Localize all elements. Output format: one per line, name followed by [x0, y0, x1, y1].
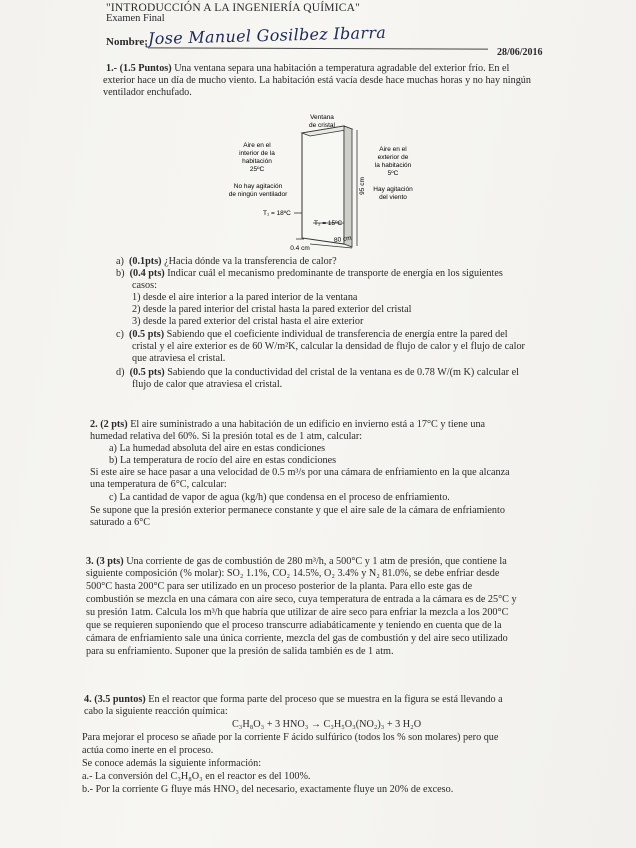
q1-item-d-line-2: flujo de calor que atraviesa el cristal. — [132, 379, 283, 390]
q4-reaction-equation: C₃H₈O₃ + 3 HNO₃ → C₃H₅O₃(NO₂)₃ + 3 H₂O — [232, 719, 422, 730]
q3-number: 3. (3 pts) — [86, 556, 124, 567]
q2-line-1: 2. (2 pts) El aire suministrado a una habitación de un edificio en invierno está a 17°C y tiene una — [90, 419, 486, 430]
agitation-1: Hay agitación — [373, 186, 413, 193]
inside-label-3: habitación — [242, 158, 272, 165]
q1-item-c-line-3: que atraviesa el cristal. — [132, 353, 226, 364]
glass-pane-side — [344, 126, 352, 247]
q1-item-d: d) (0.5 pts) Sabiendo que la conductividad del cristal de la ventana es de 0.78 W/(m K) calcular el — [116, 367, 519, 378]
q4-line-2: cabo la siguiente reacción química: — [84, 706, 228, 717]
window-label-2: de cristal — [308, 122, 336, 129]
inside-label-1: Aire en el — [243, 142, 271, 149]
exam-type: Examen Final — [106, 13, 165, 24]
window-label-1: Ventana — [310, 114, 334, 121]
name-label: Nombre: — [106, 36, 148, 48]
inside-temp: 25ºC — [249, 166, 265, 173]
outside-label-1: Aire en el — [379, 146, 407, 153]
q4-line-4: Para mejorar el proceso se añade por la corriente F ácido sulfúrico (todos los % son molares) pero que — [82, 732, 499, 743]
outside-label-2: exterior de — [377, 154, 409, 161]
q3-line-5: su presión 1atm. Calcula los m³/h que habría que utilizar de aire seco para enfriar la mezcla a los 200°C — [86, 607, 509, 618]
q2-line-8: Se supone que la presión exterior permanece constante y que el aire sale de la cámara de enfriamiento — [90, 505, 505, 516]
course-title: "INTRODUCCIÓN A LA INGENIERÍA QUÍMICA" — [106, 2, 361, 14]
q2-line-9: saturado a 6°C — [90, 517, 151, 528]
q3-line-7: cámara de enfriamiento sale una única corriente, mezcla del gas de combustión y del aire seco utilizado — [86, 633, 508, 644]
q1-item-b: b) (0.4 pts) Indicar cuál el mecanismo predominante de transporte de energía en los siguientes — [116, 268, 503, 279]
q2-item-b: b) La temperatura de rocío del aire en estas condiciones — [109, 455, 337, 466]
agitation-2: del viento — [379, 194, 407, 201]
student-name-handwritten: Jose Manuel Gosilbez Ibarra — [147, 22, 387, 49]
q1-line-2: exterior hace un día de mucho viento. La habitación está vacía desde hace muchas horas y no hay ningún — [103, 75, 531, 86]
q2-item-a: a) La humedad absoluta del aire en estas condiciones — [109, 443, 326, 454]
q1-item-b-line-3: 1) desde el aire interior a la pared interior de la ventana — [132, 292, 358, 303]
q3-line-1: 3. (3 pts) Una corriente de gas de combustión de 280 m³/h, a 500°C y 1 atm de presión, que contiene la — [86, 556, 507, 567]
q3-line-6: que se requieren suponiendo que el proceso transcurre adiabáticamente y teniendo en cuenta que de la — [86, 620, 502, 631]
t2-label: T₂ = 15ºC — [314, 220, 343, 227]
q3-line-8: para su enfriamiento. Suponer que la presión de salida también es de 1 atm. — [86, 646, 394, 657]
q2-line-2: humedad relativa del 60%. Si la presión total es de 1 atm, calcular: — [90, 431, 363, 442]
q2-item-c: c) La cantidad de vapor de agua (kg/h) que condensa en el proceso de enfriamiento. — [109, 492, 450, 503]
no-agitation-1: No hay agitación — [233, 183, 283, 190]
q1-item-b-line-4: 2) desde la pared interior del cristal hasta la pared exterior del cristal — [132, 304, 412, 315]
thickness-label: 0.4 cm — [290, 245, 310, 252]
inside-label-2: interior de la — [239, 150, 275, 157]
q1-item-c-line-2: cristal y el aire exterior es de 60 W/m²K, calcular la densidad de flujo de calor y el flujo de calor — [132, 341, 525, 352]
q1-number: 1.- (1.5 Puntos) — [106, 63, 172, 74]
q3-line-4: combustión se mezcla en una cámara con aire seco, cuya temperatura de entrada a la cámara es de 25°C y — [86, 594, 517, 605]
q1-item-c: c) (0.5 pts) Sabiendo que el coeficiente individual de transferencia de energía entre la pared del — [116, 329, 508, 340]
q4-number: 4. (3.5 puntos) — [84, 694, 146, 705]
q2-number: 2. (2 pts) — [90, 419, 128, 430]
q1-item-b-line-2: casos: — [132, 280, 157, 291]
outside-label-3: la habitación — [374, 162, 412, 169]
q2-line-6: una temperatura de 6°C, calcular: — [90, 479, 227, 490]
q1-item-b-line-5: 3) desde la pared exterior del cristal hasta el aire exterior — [132, 316, 364, 327]
height-label: 95 cm — [359, 177, 366, 195]
outside-temp: 5ºC — [387, 170, 399, 177]
q3-line-3: 500°C hasta 200°C para ser utilizado en un proceso posterior de la planta. Para ello este gas de — [86, 581, 473, 592]
q2-line-5: Si este aire se hace pasar a una velocidad de 0.5 m³/s por una cámara de enfriamiento en la que alcanza — [90, 467, 510, 478]
q4-line-6: Se conoce además la siguiente información: — [82, 758, 262, 769]
t1-label: T₁ = 18ºC — [263, 210, 291, 217]
q1-item-a: a) (0.1pts) ¿Hacia dónde va la transferencia de calor? — [116, 256, 337, 267]
q3-line-2: siguiente composición (% molar): SO₂ 1.1%, CO₂ 14.5%, O₂ 3.4% y N₂ 81.0%, se debe enfriar desde — [86, 568, 500, 579]
q4-item-a: a.- La conversión del C₃H₈O₃ en el reactor es del 100%. — [82, 771, 311, 782]
q1-line-1: 1.- (1.5 Puntos) Una ventana separa una habitación a temperatura agradable del exterior frío. En el — [106, 63, 510, 74]
exam-date: 28/06/2016 — [497, 47, 543, 58]
q4-line-5: actúa como inerte en el proceso. — [82, 745, 214, 756]
width-label: 80 cm — [333, 234, 353, 245]
q4-item-b: b.- Por la corriente G fluye más HNO₃ del necesario, exactamente fluye un 20% de exceso. — [82, 784, 454, 795]
q1-line-3: ventilador enchufado. — [103, 87, 192, 98]
q4-line-1: 4. (3.5 puntos) En el reactor que forma parte del proceso que se muestra en la figura se está llevando a — [84, 694, 503, 705]
no-agitation-2: de ningún ventilador — [228, 191, 288, 198]
